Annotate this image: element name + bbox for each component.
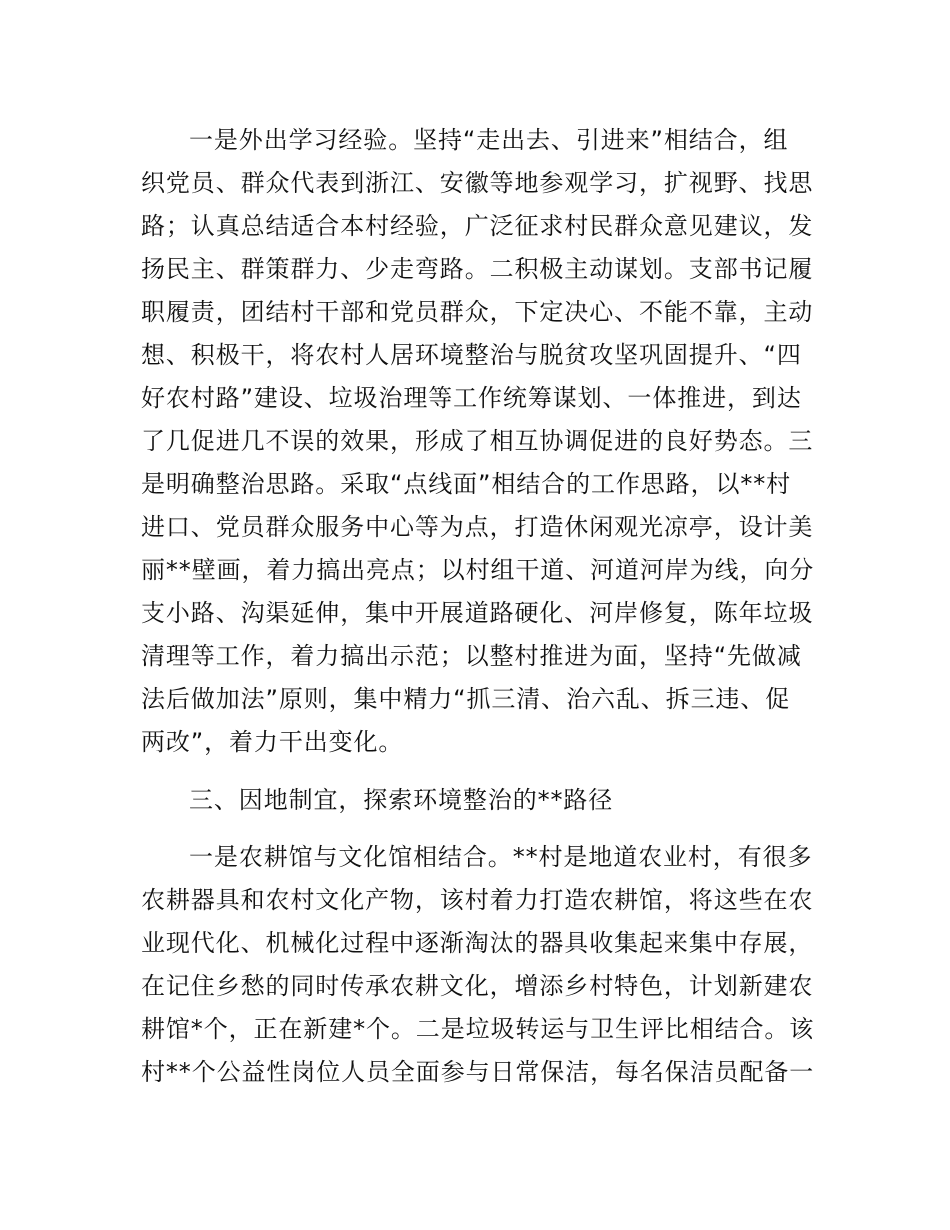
text-line: 丽**壁画，着力搞出亮点；以村组干道、河道河岸为线，向分 xyxy=(141,556,815,584)
text-line: 好农村路”建设、垃圾治理等工作统筹谋划、一体推进，到达 xyxy=(141,384,802,412)
text-line: 法后做加法”原则，集中精力“抓三清、治六乱、拆三违、促 xyxy=(141,685,791,713)
text-line: 耕馆*个，正在新建*个。二是垃圾转运与卫生评比相结合。该 xyxy=(141,1015,815,1043)
text-line: 了几促进几不误的效果，形成了相互协调促进的良好势态。三 xyxy=(141,427,814,455)
text-line: 扬民主、群策群力、少走弯路。二积极主动谋划。支部书记履 xyxy=(141,255,814,283)
text-line: 业现代化、机械化过程中逐渐淘汰的器具收集起来集中存展， xyxy=(141,929,814,957)
text-line: 织党员、群众代表到浙江、安徽等地参观学习，扩视野、找思 xyxy=(141,169,814,197)
text-line: 在记住乡愁的同时传承农耕文化，增添乡村特色，计划新建农 xyxy=(141,972,814,1000)
section-heading: 三、因地制宜，探索环境整治的**路径 xyxy=(189,786,614,814)
text-line: 村**个公益性岗位人员全面参与日常保洁，每名保洁员配备一 xyxy=(141,1058,815,1086)
text-line: 路；认真总结适合本村经验，广泛征求村民群众意见建议，发 xyxy=(141,212,814,240)
text-line: 农耕器具和农村文化产物，该村着力打造农耕馆，将这些在农 xyxy=(141,886,814,914)
text-line: 想、积极干，将农村人居环境整治与脱贫攻坚巩固提升、“四 xyxy=(141,341,802,369)
text-line: 支小路、沟渠延伸，集中开展道路硬化、河岸修复，陈年垃圾 xyxy=(141,599,814,627)
text-line: 一是外出学习经验。坚持“走出去、引进来”相结合，组 xyxy=(189,126,789,154)
text-line: 清理等工作，着力搞出示范；以整村推进为面，坚持“先做减 xyxy=(141,642,802,670)
text-line: 进口、党员群众服务中心等为点，打造休闲观光凉亭，设计美 xyxy=(141,513,814,541)
text-line: 两改”，着力干出变化。 xyxy=(141,728,404,756)
text-line: 职履责，团结村干部和党员群众，下定决心、不能不靠，主动 xyxy=(141,298,814,326)
text-line: 是明确整治思路。采取“点线面”相结合的工作思路，以**村 xyxy=(141,470,792,498)
text-line: 一是农耕馆与文化馆相结合。**村是地道农业村，有很多 xyxy=(189,843,813,871)
